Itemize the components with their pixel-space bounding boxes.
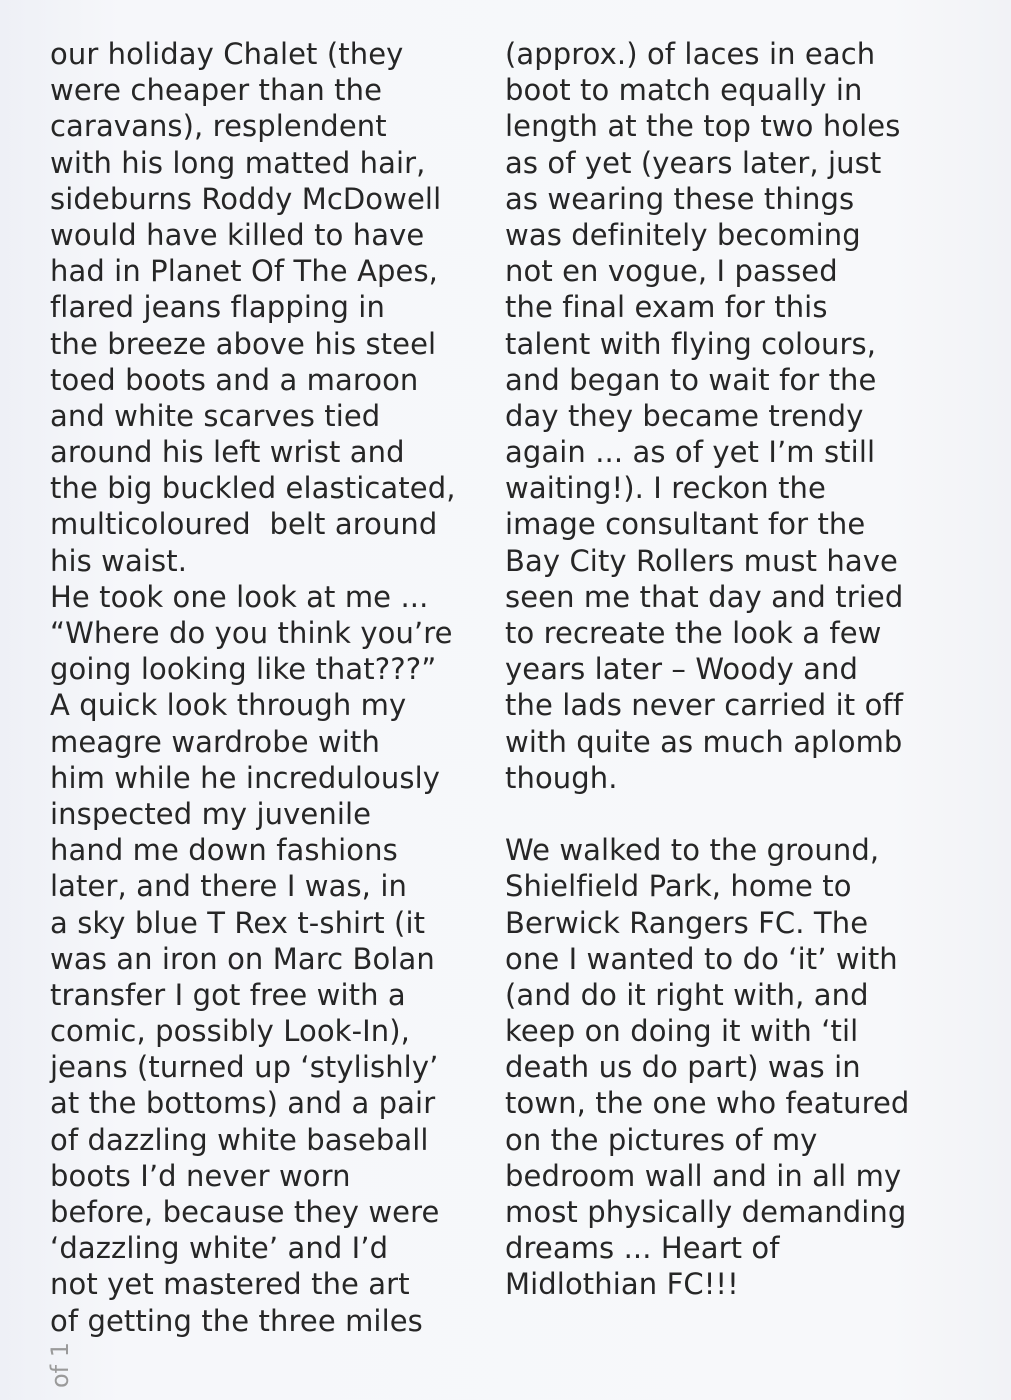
text-line: the final exam for this	[505, 290, 828, 325]
text-line: of getting the three miles	[50, 1303, 423, 1338]
text-line: day they became trendy	[505, 398, 864, 433]
text-line: (approx.) of laces in each	[505, 37, 876, 71]
text-line: multicoloured belt around	[50, 507, 438, 542]
text-line: town, the one who featured	[505, 1086, 910, 1121]
text-line: going looking like that???”	[50, 652, 437, 687]
text-line: the lads never carried it off	[505, 688, 904, 723]
text-line: would have killed to have	[50, 217, 425, 252]
text-line: one I wanted to do ‘it’ with	[505, 941, 898, 976]
text-line: at the bottoms) and a pair	[50, 1086, 436, 1121]
text-line: dreams ... Heart of	[505, 1231, 780, 1266]
text-line: as of yet (years later, just	[505, 145, 882, 180]
text-line: jeans (turned up ‘stylishly’	[50, 1050, 439, 1085]
text-line: not en vogue, I passed	[505, 254, 838, 289]
text-line: We walked to the ground,	[505, 833, 880, 868]
text-line: length at the top two holes	[505, 109, 901, 144]
text-line: inspected my juvenile	[50, 796, 372, 831]
text-line: waiting!). I reckon the	[505, 471, 826, 506]
text-line: keep on doing it with ‘til	[505, 1014, 859, 1049]
text-line: “Where do you think you’re	[50, 616, 453, 650]
text-line: most physically demanding	[505, 1195, 907, 1229]
text-line: seen me that day and tried	[505, 579, 904, 614]
text-line: Shielfield Park, home to	[505, 869, 852, 904]
text-line: to recreate the look a few	[505, 616, 882, 650]
text-line: image consultant for the	[505, 507, 866, 542]
text-line: toed boots and a maroon	[50, 362, 419, 397]
text-line: a sky blue T Rex t-shirt (it	[50, 905, 426, 940]
text-line: and white scarves tied	[50, 398, 381, 433]
text-line: were cheaper than the	[50, 73, 383, 108]
text-line: bedroom wall and in all my	[505, 1158, 902, 1193]
text-line: boot to match equally in	[505, 73, 863, 108]
text-line: again ... as of yet I’m still	[505, 435, 876, 470]
text-line: years later – Woody and	[505, 652, 859, 687]
text-line: ‘dazzling white’ and I’d	[50, 1231, 389, 1266]
text-line: was an iron on Marc Bolan	[50, 941, 435, 976]
text-line: transfer I got free with a	[50, 977, 406, 1012]
text-line: the big buckled elasticated,	[50, 471, 456, 506]
text-line: and began to wait for the	[505, 362, 877, 397]
text-line: A quick look through my	[50, 688, 407, 723]
text-line: before, because they were	[50, 1195, 440, 1229]
text-line: as wearing these things	[505, 181, 855, 216]
text-line: with quite as much aplomb	[505, 724, 903, 759]
text-line: with his long matted hair,	[50, 145, 426, 180]
text-line: hand me down fashions	[50, 833, 398, 868]
text-line: the breeze above his steel	[50, 326, 437, 361]
text-line: meagre wardrobe with	[50, 724, 380, 759]
text-line: flared jeans flapping in	[50, 290, 385, 325]
text-line: around his left wrist and	[50, 435, 405, 470]
text-line: caravans), resplendent	[50, 109, 387, 144]
text-line: Bay City Rollers must have	[505, 543, 898, 578]
right-text-column	[505, 36, 955, 1303]
text-line: him while he incredulously	[50, 760, 441, 795]
text-line: Midlothian FC!!!	[505, 1267, 739, 1302]
left-text-column	[50, 36, 495, 1339]
text-line: on the pictures of my	[505, 1122, 818, 1157]
text-line: death us do part) was in	[505, 1050, 861, 1085]
text-line: though.	[505, 760, 618, 795]
paragraph-gap	[505, 796, 955, 832]
text-line: Berwick Rangers FC. The	[505, 905, 869, 940]
text-line: sideburns Roddy McDowell	[50, 181, 442, 216]
text-line: was definitely becoming	[505, 217, 861, 252]
text-line: (and do it right with, and	[505, 977, 869, 1012]
text-line: comic, possibly Look-In),	[50, 1014, 411, 1049]
text-line: boots I’d never worn	[50, 1158, 351, 1193]
text-line: talent with flying colours,	[505, 326, 877, 361]
text-line: later, and there I was, in	[50, 869, 407, 904]
text-line: not yet mastered the art	[50, 1267, 410, 1302]
page-number-marker: of 1	[46, 1341, 74, 1389]
text-line: our holiday Chalet (they	[50, 37, 404, 71]
text-line: of dazzling white baseball	[50, 1122, 429, 1157]
text-line: had in Planet Of The Apes,	[50, 254, 438, 289]
text-line: his waist.	[50, 543, 188, 578]
text-line: He took one look at me ...	[50, 579, 429, 614]
